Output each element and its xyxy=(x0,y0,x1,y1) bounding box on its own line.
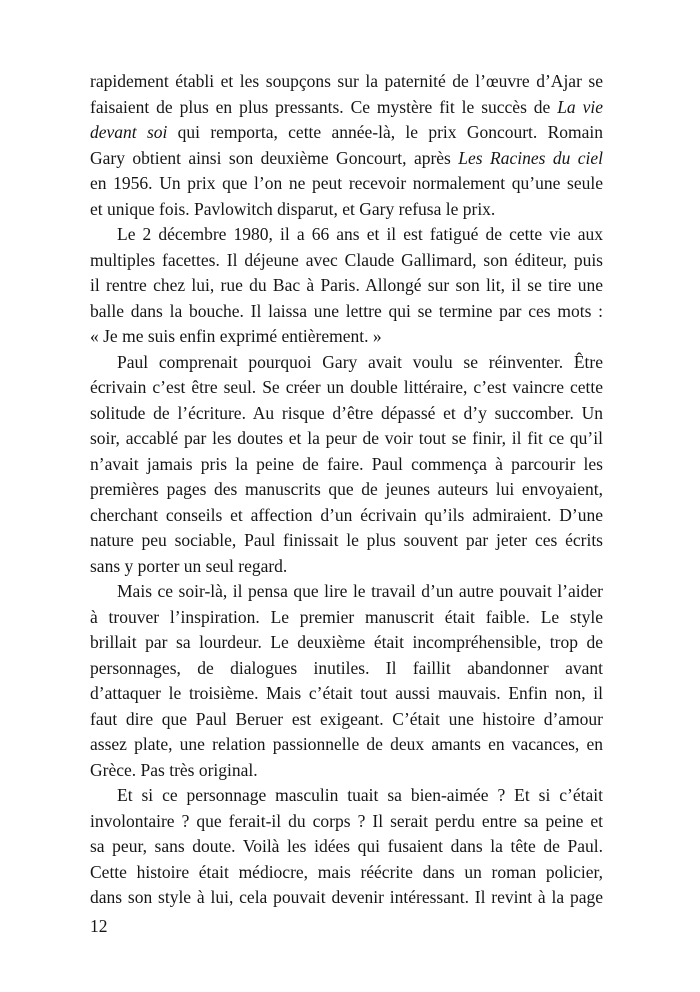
text-line xyxy=(90,146,603,172)
text-run: Paul comprenait pourquoi Gary avait voulu se réinventer. Être xyxy=(117,351,603,372)
text-line xyxy=(90,171,603,197)
text-line xyxy=(90,554,603,580)
text-line xyxy=(90,197,603,223)
text-run: personnages, de dialogues inutiles. Il faillit abandonner avant xyxy=(90,657,603,678)
page-number: 12 xyxy=(90,916,108,936)
text-line xyxy=(90,528,603,554)
text-run: solitude de l’écriture. Au risque d’être dépassé et d’y succomber. Un xyxy=(90,402,603,423)
paragraph xyxy=(90,579,603,783)
text-run: nature peu sociable, Paul finissait le plus souvent par jeter ces écrits xyxy=(90,530,603,550)
paragraph xyxy=(90,350,603,580)
italic-title: La vie xyxy=(557,96,603,117)
text-run: à trouver l’inspiration. Le premier manuscrit était faible. Le style xyxy=(90,606,603,627)
text-line xyxy=(90,783,603,809)
text-run: dans son style à lui, cela pouvait devenir intéressant. Il revint à la page xyxy=(90,887,603,907)
text-run: n’avait jamais pris la peine de faire. Paul commença à parcourir les xyxy=(90,453,603,474)
text-run: qui remporta, cette année-là, le prix Goncourt. Romain xyxy=(167,122,603,142)
text-line xyxy=(90,299,603,325)
text-run: assez plate, une relation passionnelle de deux amants en vacances, en xyxy=(90,734,603,754)
text-line xyxy=(90,758,603,784)
text-line xyxy=(90,503,603,529)
text-line xyxy=(90,375,603,401)
text-run: balle dans la bouche. Il laissa une lettre qui se termine par ces mots : xyxy=(90,300,603,321)
italic-title: devant soi xyxy=(90,122,168,142)
page-body xyxy=(90,69,603,911)
text-line xyxy=(90,732,603,758)
text-run: soir, accablé par les doutes et la peur de voir tout se finir, il fit ce qu’il xyxy=(90,428,603,448)
text-line xyxy=(90,579,603,605)
text-line xyxy=(90,350,603,376)
text-run: Gary obtient ainsi son deuxième Goncourt, après xyxy=(90,147,459,168)
italic-title: Les Racines du ciel xyxy=(458,147,603,168)
text-run: Le 2 décembre 1980, il a 66 ans et il est fatigué de cette vie aux xyxy=(117,224,603,244)
text-run: et unique fois. Pavlowitch disparut, et Gary refusa le prix. xyxy=(90,198,496,219)
text-line xyxy=(90,248,603,274)
text-line xyxy=(90,707,603,733)
text-run: il rentre chez lui, rue du Bac à Paris. Allongé sur son lit, il se tire une xyxy=(90,275,603,295)
text-line xyxy=(90,630,603,656)
text-run: Grèce. Pas très original. xyxy=(90,759,258,780)
paragraph xyxy=(90,222,603,350)
text-line xyxy=(90,69,603,95)
paragraph xyxy=(90,69,603,222)
text-run: faut dire que Paul Beruer est exigeant. C’était une histoire d’amour xyxy=(90,708,603,729)
text-line xyxy=(90,681,603,707)
text-run: Cette histoire était médiocre, mais réécrite dans un roman policier, xyxy=(90,861,603,882)
text-line xyxy=(90,273,603,299)
text-run: multiples facettes. Il déjeune avec Claude Gallimard, son éditeur, puis xyxy=(90,249,603,270)
text-run: faisaient de plus en plus pressants. Ce mystère fit le succès de xyxy=(90,96,558,117)
text-run: brillait par sa lourdeur. Le deuxième était incompréhensible, trop de xyxy=(90,632,603,652)
text-run: en 1956. Un prix que l’on ne peut recevoir normalement qu’une seule xyxy=(90,173,603,193)
text-run: sans y porter un seul regard. xyxy=(90,555,288,576)
text-run: écrivain c’est être seul. Se créer un double littéraire, c’est vaincre cette xyxy=(90,377,603,397)
text-line xyxy=(90,605,603,631)
text-run: involontaire ? que ferait-il du corps ? Il serait perdu entre sa peine et xyxy=(90,810,603,831)
text-line xyxy=(90,834,603,860)
text-line xyxy=(90,477,603,503)
text-run: rapidement établi et les soupçons sur la paternité de l’œuvre d’Ajar se xyxy=(90,71,603,91)
text-line xyxy=(90,809,603,835)
text-line xyxy=(90,860,603,886)
paragraph xyxy=(90,783,603,911)
text-run: Mais ce soir-là, il pensa que lire le travail d’un autre pouvait l’aider xyxy=(117,581,603,601)
text-line xyxy=(90,885,603,911)
text-line xyxy=(90,452,603,478)
text-line xyxy=(90,401,603,427)
text-line xyxy=(90,426,603,452)
text-run: d’attaquer le troisième. Mais c’était tout aussi mauvais. Enfin non, il xyxy=(90,683,603,703)
text-line xyxy=(90,324,603,350)
text-run: cherchant conseils et affection d’un écrivain qu’ils admiraient. D’une xyxy=(90,504,603,525)
text-run: sa peur, sans doute. Voilà les idées qui fusaient dans la tête de Paul. xyxy=(90,836,603,856)
text-line xyxy=(90,222,603,248)
text-line xyxy=(90,120,603,146)
text-run: premières pages des manuscrits que de jeunes auteurs lui envoyaient, xyxy=(90,479,603,499)
text-run: « Je me suis enfin exprimé entièrement. » xyxy=(90,326,382,346)
text-run: Et si ce personnage masculin tuait sa bien-aimée ? Et si c’était xyxy=(117,785,603,805)
text-line xyxy=(90,95,603,121)
text-line xyxy=(90,656,603,682)
